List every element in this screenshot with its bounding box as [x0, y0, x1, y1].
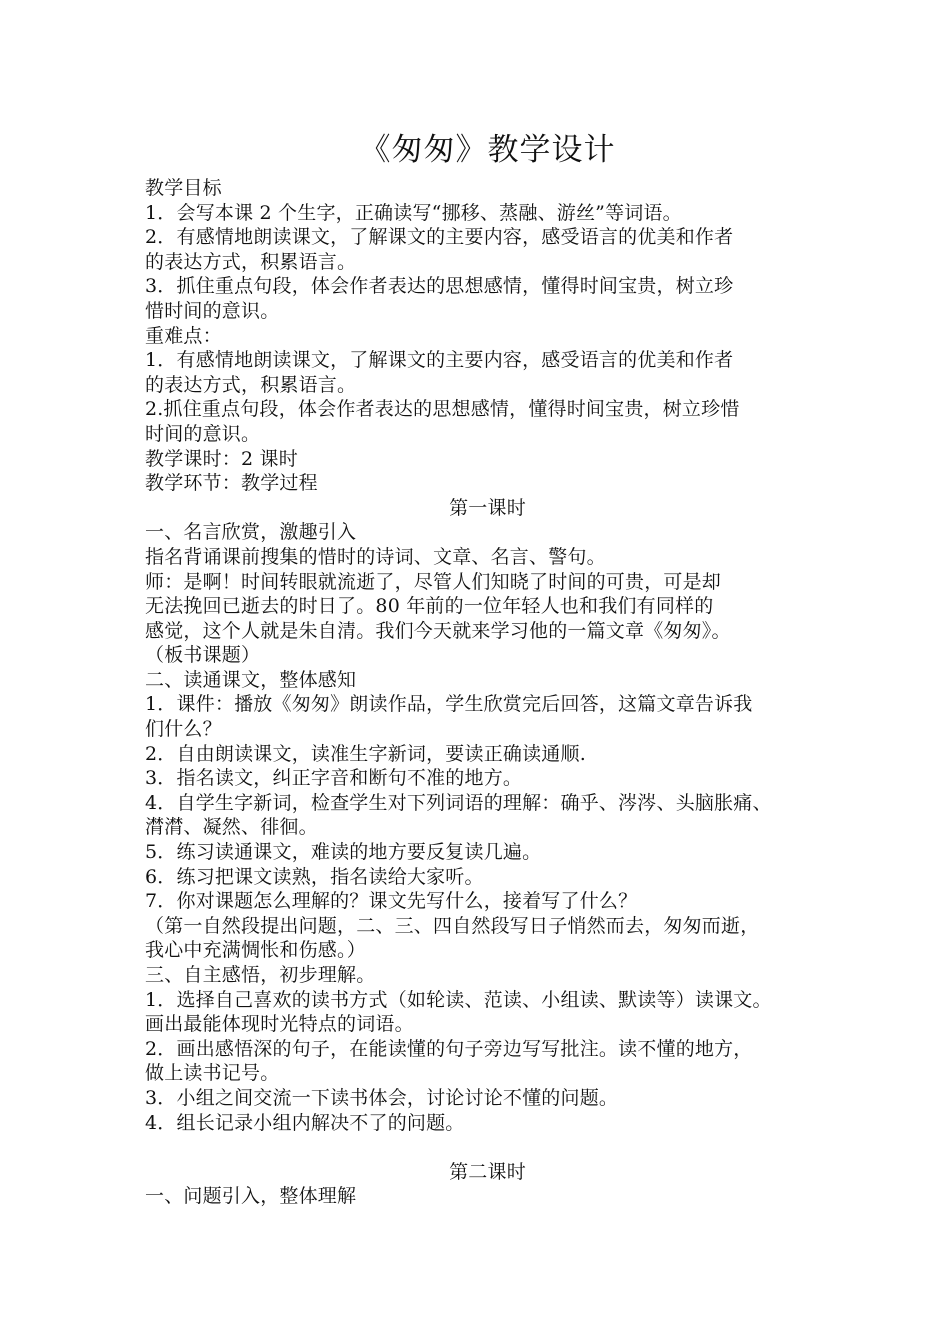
text-line: 1．课件：播放《匆匆》朗读作品，学生欣赏完后回答，这篇文章告诉我 [145, 693, 753, 716]
text-line: 潸潸、凝然、徘徊。 [145, 816, 318, 839]
text-line: 1．会写本课 2 个生字，正确读写“挪移、蒸融、游丝”等词语。 [145, 201, 682, 224]
text-line: 教学课时：2 课时 [145, 447, 298, 470]
text-line: 的表达方式，积累语言。 [145, 373, 357, 396]
text-line: （板书课题） [145, 644, 261, 667]
text-line: 1．有感情地朗读课文，了解课文的主要内容，感受语言的优美和作者 [145, 349, 734, 372]
text-line: 4．自学生字新词，检查学生对下列词语的理解：确乎、涔涔、头脑胀痛、 [145, 791, 772, 814]
text-line: 无法挽回已逝去的时日了。80 年前的一位年轻人也和我们有同样的 [145, 595, 714, 618]
text-line: 2．有感情地朗读课文，了解课文的主要内容，感受语言的优美和作者 [145, 226, 734, 249]
text-line: 感觉，这个人就是朱自清。我们今天就来学习他的一篇文章《匆匆》。 [145, 619, 731, 642]
text-line: 指名背诵课前搜集的惜时的诗词、文章、名言、警句。 [145, 545, 606, 568]
text-line: （第一自然段提出问题，二、三、四自然段写日子悄然而去，匆匆而逝， [145, 914, 760, 937]
text-line: 画出最能体现时光特点的词语。 [145, 1013, 414, 1036]
text-line: 一、问题引入，整体理解 [145, 1185, 357, 1208]
text-line: 1．选择自己喜欢的读书方式（如轮读、范读、小组读、默读等）读课文。 [145, 988, 772, 1011]
text-line: 做上读书记号。 [145, 1062, 280, 1085]
text-line: 2．画出感悟深的句子，在能读懂的句子旁边写写批注。读不懂的地方， [145, 1037, 753, 1060]
text-line: 7．你对课题怎么理解的？课文先写什么，接着写了什么？ [145, 890, 638, 913]
text-line: 们什么？ [145, 718, 222, 741]
text-line: 三、自主感悟，初步理解。 [145, 964, 376, 986]
section-heading: 第一课时 [449, 496, 526, 519]
document-page [145, 128, 830, 1209]
document-title: 《匆匆》教学设计 [359, 132, 616, 168]
text-line: 3．抓住重点句段，体会作者表达的思想感情，懂得时间宝贵，树立珍 [145, 275, 734, 298]
text-line: 教学目标 [145, 177, 222, 199]
text-line [145, 1135, 830, 1160]
text-line: 时间的意识。 [145, 422, 261, 445]
text-line: 3．指名读文，纠正字音和断句不准的地方。 [145, 767, 523, 790]
text-line: 重难点： [145, 324, 222, 347]
text-line: 惜时间的意识。 [145, 299, 280, 322]
text-line: 3．小组之间交流一下读书体会，讨论讨论不懂的问题。 [145, 1086, 619, 1109]
text-line: 2．自由朗读课文，读准生字新词，要读正确读通顺. [145, 742, 586, 765]
text-line: 二、读通课文，整体感知 [145, 668, 357, 691]
text-line: 6．练习把课文读熟，指名读给大家听。 [145, 865, 484, 888]
text-line: 师：是啊！时间转眼就流逝了，尽管人们知晓了时间的可贵，可是却 [145, 570, 722, 593]
text-line: 我心中充满惆怅和伤感。） [145, 939, 366, 962]
document-body [145, 176, 830, 1209]
text-line: 教学环节：教学过程 [145, 472, 318, 495]
text-line: 的表达方式，积累语言。 [145, 250, 357, 273]
text-line: 5．练习读通课文，难读的地方要反复读几遍。 [145, 841, 542, 864]
text-line: 4．组长记录小组内解决不了的问题。 [145, 1111, 465, 1134]
text-line: 一、名言欣赏，激趣引入 [145, 521, 357, 544]
section-heading: 第二课时 [449, 1160, 526, 1183]
text-line: 2.抓住重点句段，体会作者表达的思想感情，懂得时间宝贵，树立珍惜 [145, 398, 740, 421]
